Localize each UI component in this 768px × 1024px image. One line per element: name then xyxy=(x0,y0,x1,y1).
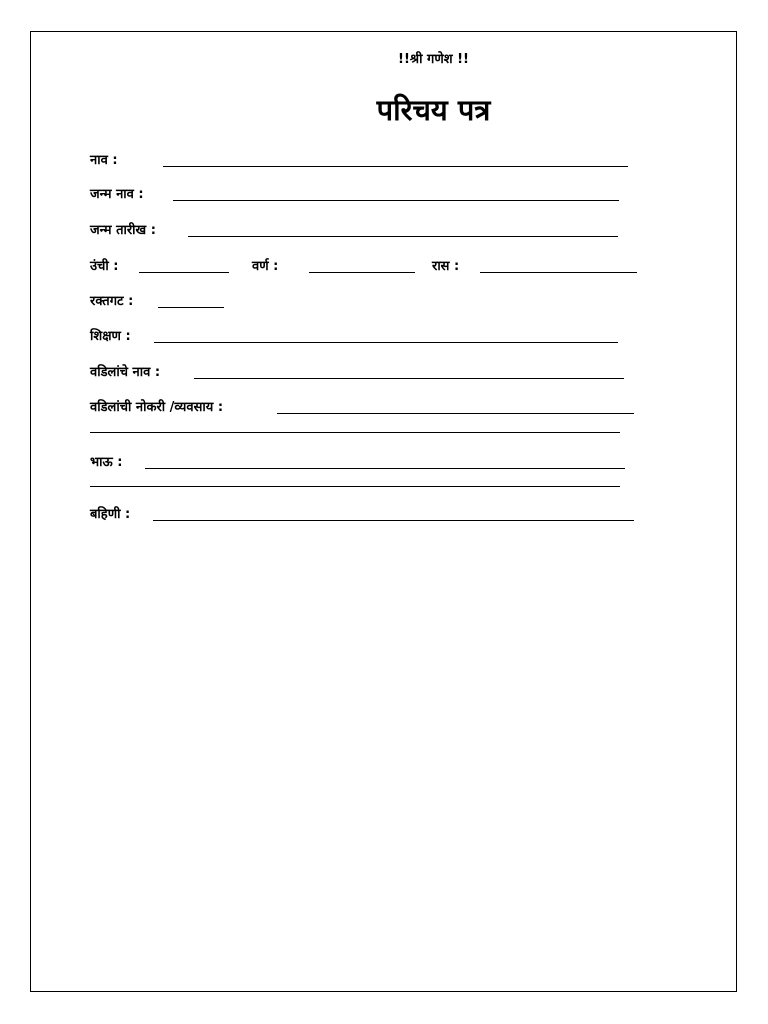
zodiac-label: रास : xyxy=(432,259,460,274)
blood-group-field[interactable] xyxy=(158,307,224,308)
blood-group-row xyxy=(31,289,738,311)
father-name-field[interactable] xyxy=(194,378,624,379)
birth-date-label: जन्म तारीख : xyxy=(90,223,156,238)
education-field[interactable] xyxy=(154,342,618,343)
height-complexion-zodiac-row xyxy=(31,254,738,276)
father-name-label: वडिलांचे नाव : xyxy=(90,365,161,380)
complexion-label: वर्ण : xyxy=(252,259,279,274)
brother-field-continued[interactable] xyxy=(90,486,620,487)
complexion-field[interactable] xyxy=(309,272,415,273)
education-label: शिक्षण : xyxy=(90,329,131,344)
birth-date-field[interactable] xyxy=(188,236,618,237)
birth-name-field[interactable] xyxy=(173,200,619,201)
education-row xyxy=(31,324,738,346)
father-job-row xyxy=(31,395,738,417)
name-field[interactable] xyxy=(163,166,628,167)
height-field[interactable] xyxy=(139,272,229,273)
invocation-heading xyxy=(31,49,736,67)
father-job-field[interactable] xyxy=(277,413,634,414)
page-title xyxy=(31,90,736,129)
birth-date-row xyxy=(31,218,738,240)
sister-row xyxy=(31,502,738,524)
brother-label: भाऊ : xyxy=(90,455,123,470)
brother-field[interactable] xyxy=(145,468,625,469)
zodiac-field[interactable] xyxy=(480,272,637,273)
form-page xyxy=(30,31,737,992)
sister-label: बहिणी : xyxy=(90,507,131,522)
page-title-text: परिचय पत्र xyxy=(376,93,491,127)
brother-row xyxy=(31,450,738,472)
birth-name-label: जन्म नाव : xyxy=(90,187,144,202)
height-label: उंची : xyxy=(90,259,119,274)
father-job-label: वडिलांची नोकरी /व्यवसाय : xyxy=(90,400,224,415)
father-name-row xyxy=(31,360,738,382)
father-job-field-continued[interactable] xyxy=(90,432,620,433)
name-row xyxy=(31,148,738,170)
invocation-text: !!श्री गणेश !! xyxy=(398,52,469,67)
name-label: नाव : xyxy=(90,153,118,168)
blood-group-label: रक्तगट : xyxy=(90,294,134,309)
sister-field[interactable] xyxy=(153,520,634,521)
birth-name-row xyxy=(31,182,738,204)
